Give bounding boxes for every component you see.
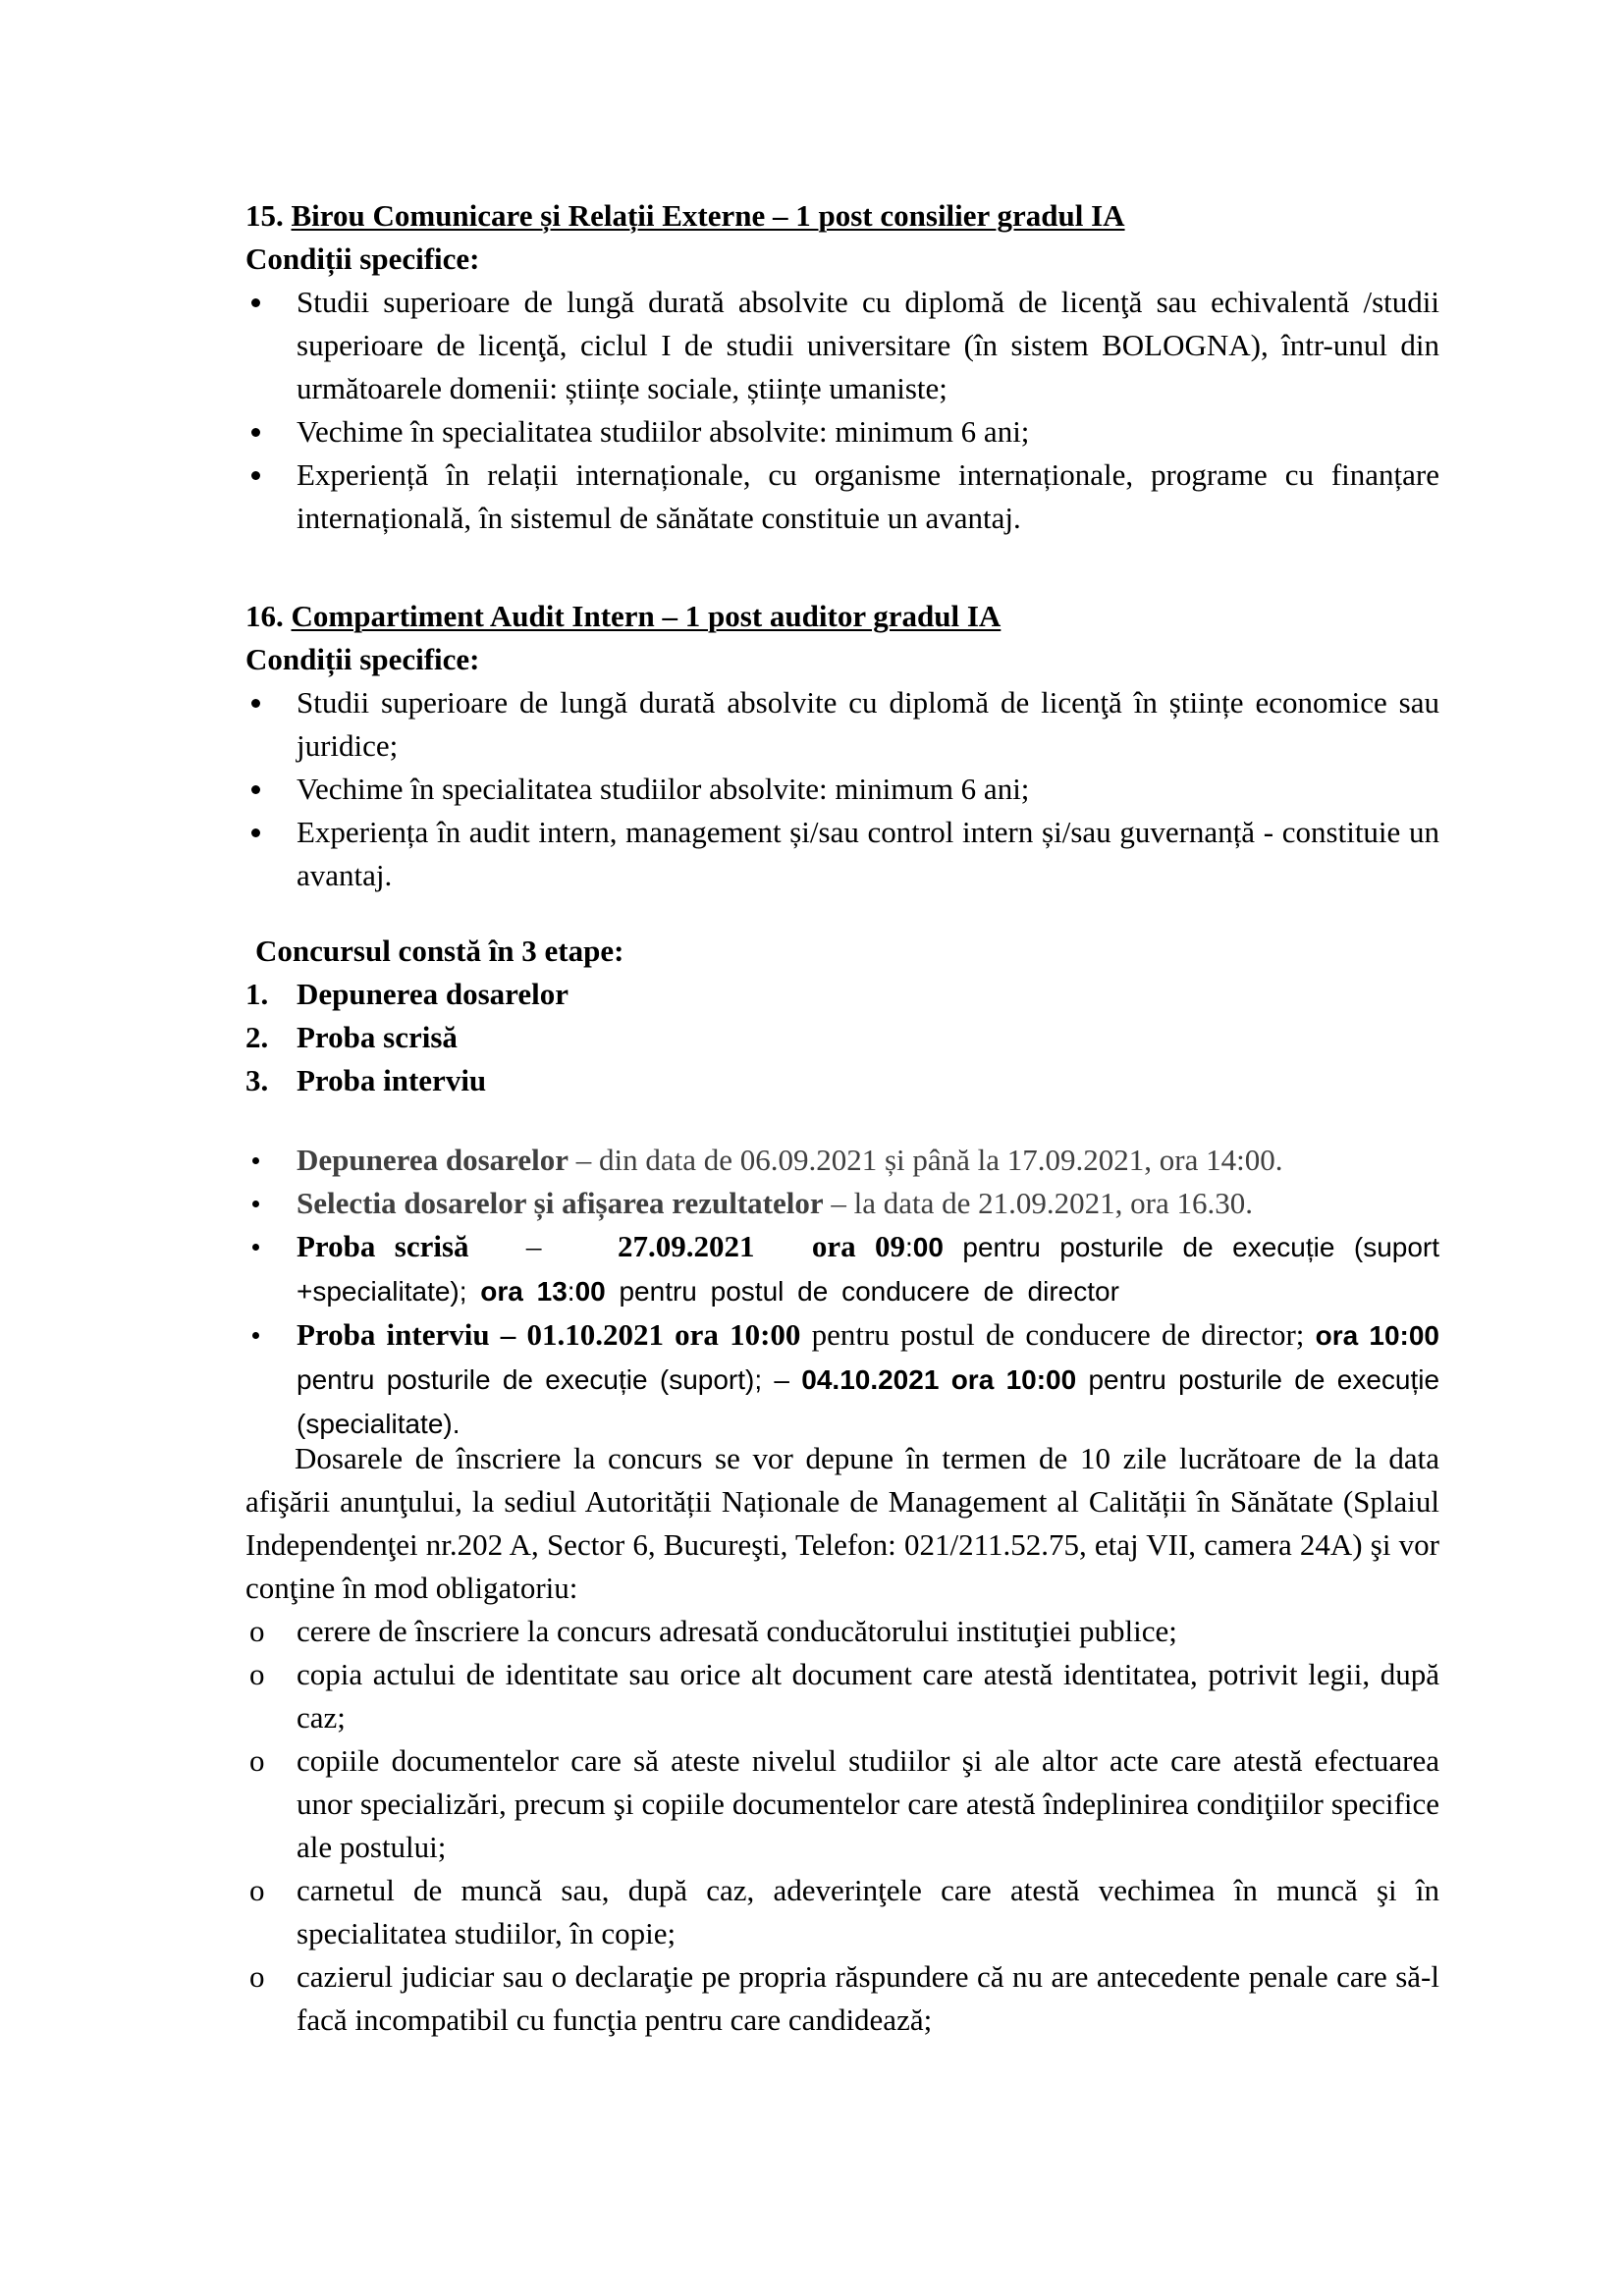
section-15-heading [245, 194, 1439, 238]
schedule-label: Depunerea dosarelor [297, 1143, 568, 1177]
list-item [245, 454, 1439, 540]
schedule-text: pentru posturile de execuție (suport); [297, 1364, 763, 1395]
list-item-text: Proba interviu [297, 1063, 487, 1097]
bullet-icon [252, 1201, 259, 1207]
list-item [245, 1016, 1439, 1059]
dash: – [500, 1317, 516, 1352]
circle-bullet-icon: o [249, 1959, 265, 1994]
circle-bullet-icon: o [249, 1743, 265, 1778]
list-item-text: Experiența în audit intern, management și/sau control intern și/sau guvernanță - constituie un avantaj. [297, 815, 1439, 892]
section-16-conditions-label: Condiții specifice: [245, 642, 480, 676]
schedule-date: 27.09.2021 [618, 1229, 755, 1263]
schedule-item-proba-scrisa: Proba scrisă – 27.09.2021 ora 09:00 pentru posturile de execuție (suport +specialitate); ora 13:00 pentru postul de conducere de director [245, 1225, 1439, 1313]
list-item-text: Experiență în relații internaționale, cu organisme internaționale, programe cu finanțare internațională, în sistemul de sănătate constituie un avantaj. [297, 457, 1439, 535]
section-16-conditions-list [245, 681, 1439, 897]
schedule-time: ora 10:00 [1315, 1320, 1439, 1351]
schedule-date: 01.10.2021 [526, 1317, 664, 1352]
list-item [245, 1059, 1439, 1102]
schedule-time-minutes: 00 [912, 1232, 944, 1262]
list-number: 3. [245, 1063, 269, 1097]
list-item-text: copiile documentelor care să ateste nivelul studiilor şi ale altor acte care atestă efectuarea unor specializări, precum şi copiile documentelor care atestă îndeplinirea condiţiilor specifice ale postului; [297, 1743, 1439, 1864]
required-documents-list [245, 1610, 1439, 2042]
circle-bullet-icon: o [249, 1657, 265, 1691]
list-item-text: Studii superioare de lungă durată absolvite cu diplomă de licenţă sau echivalentă /studii superioare de licenţă, ciclul I de studii universitare (în sistem BOLOGNA), într-unul din următoarele domenii: științe sociale, științe umaniste; [297, 285, 1439, 405]
list-item-text: Proba scrisă [297, 1020, 458, 1054]
bullet-icon [251, 828, 260, 837]
list-number: 2. [245, 1020, 269, 1054]
dash: – [525, 1229, 542, 1263]
contest-stages-list [245, 973, 1439, 1102]
list-item [245, 1653, 1439, 1739]
section-15-conditions-list [245, 281, 1439, 540]
list-item [245, 768, 1439, 811]
schedule-list [245, 1139, 1439, 1446]
list-item [245, 281, 1439, 410]
section-16 [245, 595, 1439, 897]
schedule-label: Proba interviu [297, 1317, 490, 1352]
list-item [245, 1955, 1439, 2042]
list-item [245, 811, 1439, 897]
circle-bullet-icon: o [249, 1614, 265, 1648]
schedule-text: – din data de 06.09.2021 și până la 17.09.2021, ora 14:00. [568, 1143, 1283, 1177]
section-15-number: 15. [245, 198, 284, 233]
schedule-text: pentru posturile de execuție (specialitate). [297, 1364, 1440, 1439]
bullet-icon [252, 1157, 259, 1164]
list-item-text: cerere de înscriere la concurs adresată conducătorului instituţiei publice; [297, 1614, 1177, 1648]
list-item-text: copia actului de identitate sau orice alt document care atestă identitatea, potrivit legii, după caz; [297, 1657, 1439, 1735]
contest-schedule [245, 1139, 1439, 1446]
application-files-paragraph: Dosarele de înscriere la concurs se vor depune în termen de 10 zile lucrătoare de la data afişării anunţului, la sediul Autorității Naționale de Management al Calității în Sănătate (Splaiul Independenţei nr.202 A, Sector 6, Bucureşti, Telefon: 021/211.52.75, etaj VII, camera 24A) şi vor conţine în mod obligatoriu: [245, 1441, 1439, 1605]
schedule-item-depunere [245, 1139, 1439, 1182]
schedule-time: ora 10:00 [950, 1364, 1077, 1395]
dash: – [774, 1364, 789, 1395]
schedule-text: pentru posturile de execuție (suport +specialitate); [297, 1232, 1440, 1307]
schedule-time: ora 10:00 [675, 1317, 801, 1352]
schedule-text: pentru postul de conducere de director; [811, 1317, 1305, 1352]
list-item-text: Studii superioare de lungă durată absolvite cu diplomă de licenţă în științe economice sau juridice; [297, 685, 1439, 763]
schedule-time-minutes: 00 [574, 1276, 606, 1307]
list-item-text: Vechime în specialitatea studiilor absolvite: minimum 6 ani; [297, 772, 1030, 806]
schedule-time: ora 09 [811, 1229, 906, 1263]
list-item-text: carnetul de muncă sau, după caz, adeverinţele care atestă vechimea în muncă şi în specialitatea studiilor, în copie; [297, 1873, 1439, 1950]
list-item [245, 973, 1439, 1016]
schedule-date: 04.10.2021 [801, 1364, 940, 1395]
section-15 [245, 194, 1439, 540]
bullet-icon [251, 785, 260, 794]
schedule-text: – la data de 21.09.2021, ora 16.30. [823, 1186, 1253, 1220]
section-16-title: Compartiment Audit Intern – 1 post auditor gradul IA [291, 599, 1001, 633]
contest-stages-heading: Concursul constă în 3 etape: [255, 934, 624, 968]
schedule-time: ora 13 [480, 1276, 568, 1307]
bullet-icon [251, 471, 260, 480]
bullet-icon [251, 298, 260, 307]
contest-stages [245, 930, 1439, 1102]
list-item-text: Vechime în specialitatea studiilor absolvite: minimum 6 ani; [297, 414, 1030, 449]
section-16-heading [245, 595, 1439, 638]
schedule-label: Selectia dosarelor și afișarea rezultatelor [297, 1186, 824, 1220]
section-15-conditions-label: Condiții specifice: [245, 241, 480, 276]
application-files-section [245, 1437, 1439, 2042]
circle-bullet-icon: o [249, 1873, 265, 1907]
list-item-text: cazierul judiciar sau o declaraţie pe propria răspundere că nu are antecedente penale care să-l facă incompatibil cu funcţia pentru care candidează; [297, 1959, 1439, 2037]
schedule-text: pentru postul de conducere de director [619, 1276, 1119, 1307]
list-item [245, 681, 1439, 768]
bullet-icon [252, 1332, 259, 1339]
bullet-icon [251, 699, 260, 708]
list-item [245, 410, 1439, 454]
list-item [245, 1739, 1439, 1869]
section-16-number: 16. [245, 599, 284, 633]
schedule-item-proba-interviu [245, 1313, 1439, 1446]
list-number: 1. [245, 977, 269, 1011]
bullet-icon [251, 428, 260, 437]
schedule-label: Proba scrisă [297, 1229, 469, 1263]
bullet-icon [252, 1244, 259, 1251]
list-item [245, 1610, 1439, 1653]
list-item [245, 1869, 1439, 1955]
schedule-item-selectie [245, 1182, 1439, 1225]
section-15-title: Birou Comunicare și Relații Externe – 1 post consilier gradul IA [291, 198, 1125, 233]
list-item-text: Depunerea dosarelor [297, 977, 568, 1011]
